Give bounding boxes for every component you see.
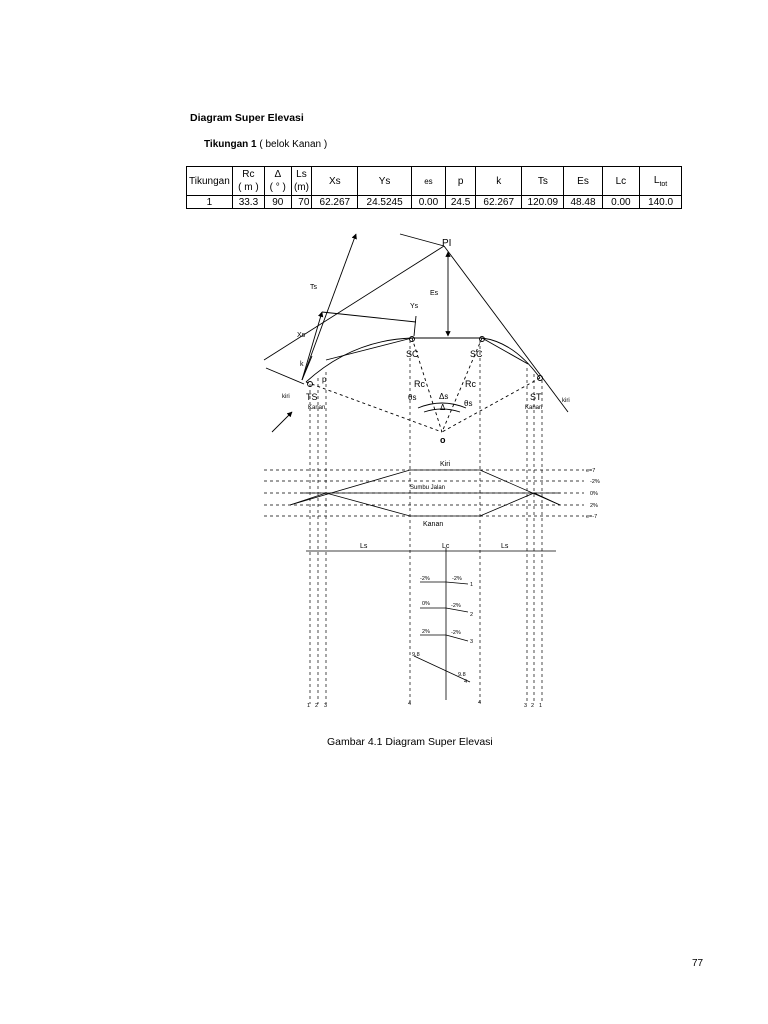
cell-rc: 33.3 [232,196,264,209]
label-es: Es [430,290,439,297]
label-xs: Xs [297,332,306,339]
station-label: 3 [524,703,528,709]
label-slope-2-right: -2% [451,603,461,609]
header-ts: Ts [522,167,564,196]
label-theta-s-right: θs [464,399,473,408]
station-label: 2 [315,703,319,709]
cell-es: 48.48 [564,196,602,209]
label-kanan-band: Kanan [423,521,444,528]
cell-ys: 24.5245 [358,196,412,209]
cross-section-4 [414,656,470,682]
label-center-o: o [440,435,446,445]
label-kiri-band: Kiri [440,461,451,468]
label-kiri-right: kiri [562,398,570,404]
header-xs: Xs [312,167,358,196]
label-kanan-left: Kanan [308,405,326,411]
ys-tick [414,316,416,336]
label-section-1: 1 [470,582,474,588]
header-rc: Rc ( m ) [232,167,264,196]
label-slope-3-right: -2% [451,630,461,636]
header-ltot: $L_{tot}$ [640,167,682,196]
label-rc-left: Rc [414,379,425,389]
station-label: 3 [324,703,328,709]
cell-ls: 70 [291,196,312,209]
label-kiri-left: kiri [282,394,290,400]
header-ls: Ls (m) [291,167,312,196]
header-es-small: es [411,167,445,196]
label-slope-4-left: 9.8 [412,652,420,658]
xs-dimension-line [302,312,322,380]
header-p: p [445,167,475,196]
header-es: Es [564,167,602,196]
header-tikungan: Tikungan [187,167,233,196]
station-label: 4 [408,701,412,707]
section-heading: Diagram Super Elevasi [190,112,304,124]
label-lc: Lc [442,543,450,550]
kanan-edge-profile [290,493,560,516]
station-label: 2 [531,703,535,709]
label-st-point: ST [530,392,542,402]
cell-tikungan: 1 [187,196,233,209]
cell-ts: 120.09 [522,196,564,209]
label-edge-m2-top: -2% [590,479,600,485]
label-edge-top: e=7 [586,468,596,474]
station-label: 4 [478,700,482,706]
cell-delta: 90 [265,196,291,209]
station-numbers [307,700,542,709]
label-k: k [300,361,304,368]
tangent-line-top [400,234,444,246]
tangent-line-right [444,246,568,412]
label-sc-left: SC [406,349,419,359]
label-pi: PI [442,238,452,249]
cell-p: 24.5 [445,196,475,209]
offset-line-right [482,338,528,364]
label-rc-right: Rc [465,379,476,389]
label-delta-s: Δs [439,392,449,401]
label-slope-4-right: 9.8 [458,672,466,678]
circular-curve [306,338,540,382]
label-section-3: 3 [470,639,474,645]
cell-xs: 62.267 [312,196,358,209]
label-edge-two: 2% [590,503,598,509]
label-ts-point: TS [306,392,318,402]
label-sc-right: SC [470,349,483,359]
label-slope-1-left: -2% [420,576,430,582]
ts-extension-line [266,368,304,384]
label-ls-left: Ls [360,543,368,550]
label-ts: Ts [310,284,317,291]
label-sumbu-jalan: Sumbu Jalan [410,485,446,491]
cross-section-3 [420,635,468,641]
k-dimension-line [302,356,312,380]
label-kanan-right: Kanan [525,405,543,411]
label-section-4: 4 [464,679,468,685]
cell-ltot: 140.0 [640,196,682,209]
label-theta-s-left: θs [408,393,417,402]
page-number: 77 [692,958,704,969]
cell-es-small: 0.00 [411,196,445,209]
tangent-direction-arrow [272,412,292,432]
label-p: p [322,375,327,384]
curve-direction: ( belok Kanan ) [256,139,328,150]
header-lc: Lc [602,167,640,196]
label-ys: Ys [410,303,419,310]
header-ys: Ys [358,167,412,196]
header-k: k [476,167,522,196]
cell-k: 62.267 [476,196,522,209]
station-label: 1 [539,703,543,709]
label-slope-1-right: -2% [452,576,462,582]
label-edge-zero: 0% [590,491,598,497]
ys-reference-line [322,312,416,322]
header-delta: Δ ( ° ) [265,167,291,196]
label-section-2: 2 [470,612,474,618]
label-edge-bottom: e=-7 [586,514,598,520]
label-slope-2-left: 0% [422,601,430,607]
cell-lc: 0.00 [602,196,640,209]
offset-line-left [326,338,412,360]
label-delta: Δ [440,403,446,412]
figure-caption: Gambar 4.1 Diagram Super Elevasi [327,736,493,748]
cross-section-1 [420,582,468,584]
label-slope-3-left: 2% [422,629,430,635]
elevation-bands [264,470,584,551]
station-label: 1 [307,703,311,709]
label-ls-right: Ls [501,543,509,550]
cross-section-2 [420,608,468,612]
curve-name: Tikungan 1 [204,139,257,150]
